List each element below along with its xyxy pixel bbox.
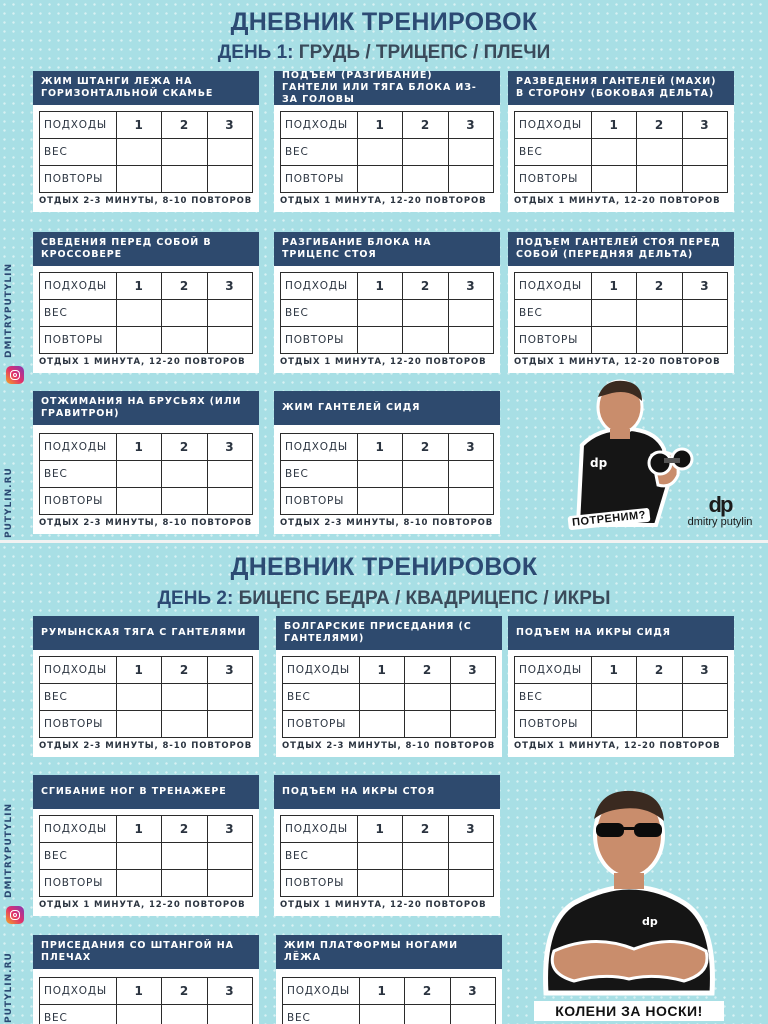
reps-cell[interactable] [448, 327, 493, 354]
set-number: 3 [207, 816, 252, 843]
sets-table [39, 272, 253, 354]
sets-label: ПОДХОДЫ [281, 816, 358, 843]
set-number: 2 [405, 978, 450, 1005]
sets-label: ПОДХОДЫ [283, 978, 360, 1005]
page-title: ДНЕВНИК ТРЕНИРОВОК [230, 8, 538, 36]
weight-label: ВЕС [40, 684, 117, 711]
set-number: 3 [207, 273, 252, 300]
reps-cell[interactable] [162, 488, 207, 515]
day-subtitle [0, 42, 768, 64]
weight-cell[interactable] [207, 843, 252, 870]
exercise-card [33, 71, 259, 212]
exercise-card [33, 232, 259, 373]
set-number: 3 [448, 816, 493, 843]
rest-note: ОТДЫХ 1 МИНУТА, 12-20 ПОВТОРОВ [514, 357, 721, 367]
sets-table [280, 815, 494, 897]
reps-cell[interactable] [637, 327, 682, 354]
weight-cell[interactable] [682, 139, 727, 166]
reps-cell[interactable] [357, 327, 402, 354]
exercise-card [276, 616, 502, 757]
reps-cell[interactable] [403, 166, 448, 193]
weight-cell[interactable] [591, 300, 636, 327]
rest-note: ОТДЫХ 2-3 МИНУТЫ, 8-10 ПОВТОРОВ [282, 741, 496, 751]
weight-cell[interactable] [116, 461, 161, 488]
exercise-card [274, 775, 500, 916]
reps-cell[interactable] [207, 166, 252, 193]
day-label: ДЕНЬ 2: [157, 588, 234, 609]
weight-cell[interactable] [207, 1005, 252, 1024]
reps-cell[interactable] [359, 711, 404, 738]
sets-label: ПОДХОДЫ [281, 112, 358, 139]
weight-label: ВЕС [40, 300, 117, 327]
set-number: 2 [637, 657, 682, 684]
exercise-name: РАЗГИБАНИЕ БЛОКА НА ТРИЦЕПС СТОЯ [274, 232, 500, 266]
weight-cell[interactable] [403, 461, 448, 488]
reps-label: ПОВТОРЫ [40, 327, 117, 354]
reps-cell[interactable] [207, 327, 252, 354]
reps-label: ПОВТОРЫ [515, 166, 592, 193]
sets-label: ПОДХОДЫ [515, 657, 592, 684]
weight-cell[interactable] [207, 300, 252, 327]
sticker-caption: ПОТРЕНИМ? [567, 508, 650, 531]
set-number: 1 [357, 816, 402, 843]
reps-cell[interactable] [116, 166, 161, 193]
set-number: 1 [591, 657, 636, 684]
rest-note: ОТДЫХ 1 МИНУТА, 12-20 ПОВТОРОВ [39, 357, 246, 367]
reps-cell[interactable] [450, 711, 495, 738]
set-number: 2 [637, 273, 682, 300]
exercise-name: РУМЫНСКАЯ ТЯГА С ГАНТЕЛЯМИ [33, 616, 259, 650]
set-number: 1 [359, 657, 404, 684]
brand-mark: dp [708, 492, 732, 517]
weight-cell[interactable] [682, 300, 727, 327]
weight-cell[interactable] [116, 300, 161, 327]
sets-label: ПОДХОДЫ [281, 434, 358, 461]
weight-cell[interactable] [357, 300, 402, 327]
page-title: ДНЕВНИК ТРЕНИРОВОК [230, 553, 538, 581]
weight-cell[interactable] [591, 139, 636, 166]
exercise-card [274, 232, 500, 373]
weight-cell[interactable] [405, 684, 450, 711]
set-number: 2 [162, 273, 207, 300]
exercise-card [33, 391, 259, 534]
reps-cell[interactable] [162, 166, 207, 193]
exercise-name: ПРИСЕДАНИЯ СО ШТАНГОЙ НА ПЛЕЧАХ [33, 935, 259, 969]
set-number: 1 [357, 273, 402, 300]
exercise-name: ЖИМ ГАНТЕЛЕЙ СИДЯ [274, 391, 500, 425]
sets-table [514, 111, 728, 193]
sets-label: ПОДХОДЫ [40, 434, 117, 461]
reps-cell[interactable] [682, 327, 727, 354]
reps-cell[interactable] [591, 327, 636, 354]
instagram-handle: DMITRYPUTYLIN [4, 802, 14, 898]
sets-label: ПОДХОДЫ [40, 273, 117, 300]
reps-cell[interactable] [448, 166, 493, 193]
weight-label: ВЕС [40, 843, 117, 870]
set-number: 1 [591, 273, 636, 300]
sets-label: ПОДХОДЫ [40, 112, 117, 139]
set-number: 1 [116, 434, 161, 461]
reps-cell[interactable] [357, 488, 402, 515]
set-number: 2 [162, 434, 207, 461]
weight-label: ВЕС [515, 139, 592, 166]
set-number: 1 [357, 112, 402, 139]
rest-note: ОТДЫХ 2-3 МИНУТЫ, 8-10 ПОВТОРОВ [280, 518, 494, 528]
weight-cell[interactable] [403, 300, 448, 327]
side-bar [4, 543, 22, 1024]
reps-cell[interactable] [162, 327, 207, 354]
set-number: 1 [359, 978, 404, 1005]
reps-label: ПОВТОРЫ [40, 870, 117, 897]
sets-table [39, 977, 253, 1024]
weight-cell[interactable] [403, 843, 448, 870]
reps-label: ПОВТОРЫ [515, 711, 592, 738]
exercise-card [508, 616, 734, 757]
set-number: 1 [116, 273, 161, 300]
sets-label: ПОДХОДЫ [281, 273, 358, 300]
weight-label: ВЕС [283, 1005, 360, 1024]
set-number: 3 [207, 434, 252, 461]
reps-cell[interactable] [207, 870, 252, 897]
sets-table [514, 272, 728, 354]
exercise-name: ЖИМ ПЛАТФОРМЫ НОГАМИ ЛЁЖА [276, 935, 502, 969]
reps-cell[interactable] [403, 327, 448, 354]
set-number: 3 [207, 657, 252, 684]
reps-cell[interactable] [116, 870, 161, 897]
set-number: 2 [162, 657, 207, 684]
reps-cell[interactable] [207, 711, 252, 738]
brand-logo [678, 494, 762, 528]
reps-cell[interactable] [591, 166, 636, 193]
weight-cell[interactable] [116, 684, 161, 711]
rest-note: ОТДЫХ 1 МИНУТА, 12-20 ПОВТОРОВ [280, 357, 487, 367]
set-number: 2 [403, 273, 448, 300]
sets-label: ПОДХОДЫ [515, 112, 592, 139]
weight-label: ВЕС [515, 300, 592, 327]
weight-cell[interactable] [448, 843, 493, 870]
exercise-card [276, 935, 502, 1024]
weight-cell[interactable] [682, 684, 727, 711]
weight-cell[interactable] [162, 843, 207, 870]
reps-cell[interactable] [116, 488, 161, 515]
reps-cell[interactable] [448, 870, 493, 897]
exercise-card [274, 391, 500, 534]
weight-label: ВЕС [281, 300, 358, 327]
weight-cell[interactable] [162, 684, 207, 711]
weight-cell[interactable] [162, 461, 207, 488]
set-number: 2 [403, 434, 448, 461]
rest-note: ОТДЫХ 1 МИНУТА, 12-20 ПОВТОРОВ [514, 196, 721, 206]
rest-note: ОТДЫХ 2-3 МИНУТЫ, 8-10 ПОВТОРОВ [39, 741, 253, 751]
exercise-card [33, 775, 259, 916]
exercise-card [274, 71, 500, 212]
brand-name: dmitry putylin [687, 516, 753, 528]
weight-cell[interactable] [450, 1005, 495, 1024]
weight-label: ВЕС [40, 461, 117, 488]
set-number: 1 [357, 434, 402, 461]
weight-cell[interactable] [207, 684, 252, 711]
sets-table [39, 111, 253, 193]
weight-label: ВЕС [281, 843, 358, 870]
reps-cell[interactable] [357, 166, 402, 193]
weight-cell[interactable] [162, 1005, 207, 1024]
set-number: 3 [682, 112, 727, 139]
reps-cell[interactable] [448, 488, 493, 515]
set-number: 3 [682, 657, 727, 684]
weight-label: ВЕС [40, 139, 117, 166]
reps-cell[interactable] [357, 870, 402, 897]
set-number: 1 [116, 112, 161, 139]
set-number: 3 [448, 112, 493, 139]
reps-cell[interactable] [637, 711, 682, 738]
rest-note: ОТДЫХ 1 МИНУТА, 12-20 ПОВТОРОВ [39, 900, 246, 910]
weight-cell[interactable] [637, 684, 682, 711]
reps-label: ПОВТОРЫ [40, 711, 117, 738]
reps-cell[interactable] [116, 327, 161, 354]
reps-cell[interactable] [162, 870, 207, 897]
exercise-name: ОТЖИМАНИЯ НА БРУСЬЯХ (ИЛИ ГРАВИТРОН) [33, 391, 259, 425]
weight-label: ВЕС [281, 461, 358, 488]
reps-label: ПОВТОРЫ [281, 870, 358, 897]
set-number: 3 [207, 112, 252, 139]
site-url: PUTYLIN.RU [4, 467, 14, 538]
weight-label: ВЕС [281, 139, 358, 166]
weight-cell[interactable] [207, 139, 252, 166]
weight-cell[interactable] [162, 139, 207, 166]
weight-cell[interactable] [357, 139, 402, 166]
day-muscles: БИЦЕПС БЕДРА / КВАДРИЦЕПС / ИКРЫ [238, 588, 611, 609]
weight-cell[interactable] [357, 843, 402, 870]
weight-cell[interactable] [591, 684, 636, 711]
reps-cell[interactable] [682, 711, 727, 738]
exercise-card [33, 616, 259, 757]
reps-label: ПОВТОРЫ [40, 166, 117, 193]
set-number: 2 [403, 112, 448, 139]
weight-cell[interactable] [450, 684, 495, 711]
rest-note: ОТДЫХ 1 МИНУТА, 12-20 ПОВТОРОВ [514, 741, 721, 751]
sets-table [282, 977, 496, 1024]
sets-label: ПОДХОДЫ [283, 657, 360, 684]
reps-label: ПОВТОРЫ [40, 488, 117, 515]
weight-label: ВЕС [283, 684, 360, 711]
sets-table [39, 433, 253, 515]
rest-note: ОТДЫХ 2-3 МИНУТЫ, 8-10 ПОВТОРОВ [39, 196, 253, 206]
set-number: 1 [116, 657, 161, 684]
weight-label: ВЕС [40, 1005, 117, 1024]
rest-note: ОТДЫХ 1 МИНУТА, 12-20 ПОВТОРОВ [280, 196, 487, 206]
reps-label: ПОВТОРЫ [281, 166, 358, 193]
exercise-name: ПОДЪЕМ НА ИКРЫ СТОЯ [274, 775, 500, 809]
weight-cell[interactable] [359, 684, 404, 711]
set-number: 1 [591, 112, 636, 139]
set-number: 3 [448, 434, 493, 461]
reps-cell[interactable] [637, 166, 682, 193]
set-number: 2 [162, 816, 207, 843]
exercise-name: ПОДЪЕМ ГАНТЕЛЕЙ СТОЯ ПЕРЕД СОБОЙ (ПЕРЕДНЯЯ ДЕЛЬТА) [508, 232, 734, 266]
set-number: 3 [682, 273, 727, 300]
sets-label: ПОДХОДЫ [40, 816, 117, 843]
set-number: 3 [207, 978, 252, 1005]
set-number: 3 [450, 657, 495, 684]
instagram-icon [6, 366, 24, 384]
reps-cell[interactable] [207, 488, 252, 515]
reps-label: ПОВТОРЫ [281, 488, 358, 515]
weight-cell[interactable] [637, 300, 682, 327]
instagram-handle: DMITRYPUTYLIN [4, 262, 14, 358]
set-number: 2 [403, 816, 448, 843]
sets-table [280, 433, 494, 515]
set-number: 3 [450, 978, 495, 1005]
svg-text:dp: dp [590, 456, 608, 470]
day-label: ДЕНЬ 1: [217, 42, 294, 63]
weight-cell[interactable] [116, 1005, 161, 1024]
site-url: PUTYLIN.RU [4, 952, 14, 1023]
reps-cell[interactable] [682, 166, 727, 193]
weight-cell[interactable] [637, 139, 682, 166]
weight-cell[interactable] [359, 1005, 404, 1024]
set-number: 1 [116, 816, 161, 843]
weight-cell[interactable] [403, 139, 448, 166]
exercise-name: СВЕДЕНИЯ ПЕРЕД СОБОЙ В КРОССОВЕРЕ [33, 232, 259, 266]
set-number: 1 [116, 978, 161, 1005]
exercise-name: БОЛГАРСКИЕ ПРИСЕДАНИЯ (С ГАНТЕЛЯМИ) [276, 616, 502, 650]
reps-cell[interactable] [403, 488, 448, 515]
weight-cell[interactable] [116, 843, 161, 870]
reps-label: ПОВТОРЫ [281, 327, 358, 354]
reps-label: ПОВТОРЫ [515, 327, 592, 354]
exercise-card [508, 71, 734, 212]
reps-cell[interactable] [162, 711, 207, 738]
reps-cell[interactable] [405, 711, 450, 738]
weight-label: ВЕС [515, 684, 592, 711]
reps-label: ПОВТОРЫ [283, 711, 360, 738]
weight-cell[interactable] [448, 300, 493, 327]
sets-table [39, 815, 253, 897]
sets-table [514, 656, 728, 738]
weight-cell[interactable] [357, 461, 402, 488]
sets-table [280, 272, 494, 354]
sets-table [280, 111, 494, 193]
set-number: 2 [637, 112, 682, 139]
weight-cell[interactable] [116, 139, 161, 166]
sticker-caption: КОЛЕНИ ЗА НОСКИ! [534, 1001, 724, 1021]
side-bar [4, 0, 22, 540]
instagram-icon [6, 906, 24, 924]
exercise-name: ПОДЪЕМ НА ИКРЫ СИДЯ [508, 616, 734, 650]
exercise-name: СГИБАНИЕ НОГ В ТРЕНАЖЕРЕ [33, 775, 259, 809]
weight-cell[interactable] [207, 461, 252, 488]
sets-label: ПОДХОДЫ [40, 978, 117, 1005]
weight-cell[interactable] [448, 461, 493, 488]
exercise-card [33, 935, 259, 1024]
reps-cell[interactable] [116, 711, 161, 738]
exercise-name: РАЗВЕДЕНИЯ ГАНТЕЛЕЙ (МАХИ) В СТОРОНУ (БОКОВАЯ ДЕЛЬТА) [508, 71, 734, 105]
sets-table [39, 656, 253, 738]
day-subtitle [0, 588, 768, 610]
weight-cell[interactable] [405, 1005, 450, 1024]
exercise-name: ЖИМ ШТАНГИ ЛЕЖА НА ГОРИЗОНТАЛЬНОЙ СКАМЬЕ [33, 71, 259, 105]
reps-cell[interactable] [591, 711, 636, 738]
rest-note: ОТДЫХ 2-3 МИНУТЫ, 8-10 ПОВТОРОВ [39, 518, 253, 528]
sets-label: ПОДХОДЫ [515, 273, 592, 300]
diary-page-day2 [0, 543, 768, 1024]
sets-table [282, 656, 496, 738]
day-muscles: ГРУДЬ / ТРИЦЕПС / ПЛЕЧИ [298, 42, 551, 63]
set-number: 2 [162, 112, 207, 139]
shirt-mark: dp [642, 915, 658, 928]
exercise-card [508, 232, 734, 373]
set-number: 3 [448, 273, 493, 300]
sets-label: ПОДХОДЫ [40, 657, 117, 684]
set-number: 2 [162, 978, 207, 1005]
set-number: 2 [405, 657, 450, 684]
reps-cell[interactable] [403, 870, 448, 897]
exercise-name: ПОДЪЕМ (РАЗГИБАНИЕ) ГАНТЕЛИ ИЛИ ТЯГА БЛОКА ИЗ-ЗА ГОЛОВЫ [274, 71, 500, 105]
weight-cell[interactable] [448, 139, 493, 166]
weight-cell[interactable] [162, 300, 207, 327]
trainer-sticker-sunglasses [534, 783, 724, 998]
rest-note: ОТДЫХ 1 МИНУТА, 12-20 ПОВТОРОВ [280, 900, 487, 910]
